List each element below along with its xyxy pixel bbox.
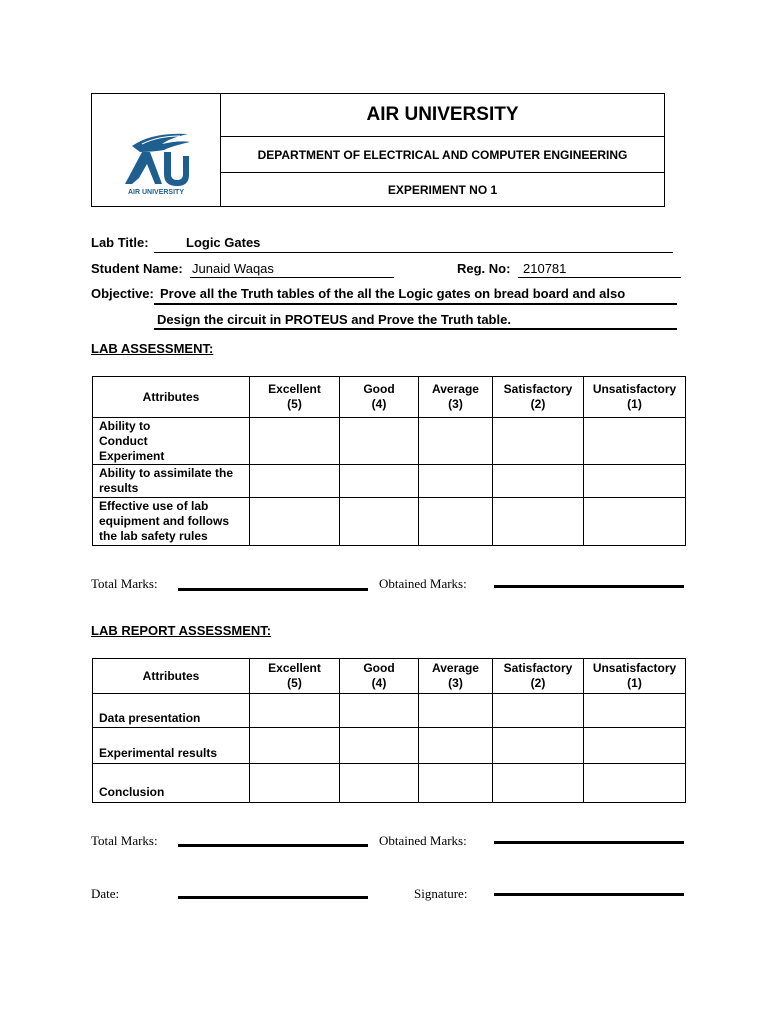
score-cell[interactable] xyxy=(250,498,340,546)
score-cell[interactable] xyxy=(493,694,584,728)
date-label: Date: xyxy=(91,886,120,901)
score-cell[interactable] xyxy=(584,728,686,764)
header-good: Good (4) xyxy=(340,377,419,418)
table-row xyxy=(93,498,686,546)
objective-line-1: Prove all the Truth tables of the all the Logic gates on bread board and also xyxy=(160,286,626,301)
header-box xyxy=(91,93,665,207)
reg-no-label: Reg. No: xyxy=(457,261,511,276)
total-marks-label: Total Marks: xyxy=(91,576,158,591)
attribute-cell: Conclusion xyxy=(93,764,250,803)
reg-no-underline xyxy=(518,277,681,278)
obtained-marks-label: Obtained Marks: xyxy=(379,576,467,591)
header-average: Average (3) xyxy=(419,377,493,418)
attribute-cell: Experimental results xyxy=(93,728,250,764)
attribute-cell: Ability to Conduct Experiment xyxy=(93,418,250,465)
score-cell[interactable] xyxy=(340,764,419,803)
date-line[interactable] xyxy=(178,896,368,899)
score-cell[interactable] xyxy=(340,418,419,465)
table-header-row xyxy=(93,659,686,694)
report-total-marks-line[interactable] xyxy=(178,844,368,847)
score-cell[interactable] xyxy=(419,465,493,498)
header-attributes: Attributes xyxy=(93,659,250,694)
department-title: DEPARTMENT OF ELECTRICAL AND COMPUTER ENGINEERING xyxy=(221,137,664,173)
attribute-cell: Ability to assimilate the results xyxy=(93,465,250,498)
logo-cell xyxy=(92,94,221,206)
table-header-row xyxy=(93,377,686,418)
score-cell[interactable] xyxy=(493,465,584,498)
lab-title-underline xyxy=(154,252,673,253)
objective-underline-2 xyxy=(154,328,677,330)
score-cell[interactable] xyxy=(584,764,686,803)
signature-line[interactable] xyxy=(494,893,684,896)
header-good: Good (4) xyxy=(340,659,419,694)
attribute-cell: Effective use of lab equipment and follows the lab safety rules xyxy=(93,498,250,546)
objective-label: Objective: xyxy=(91,286,154,301)
score-cell[interactable] xyxy=(493,498,584,546)
score-cell[interactable] xyxy=(419,498,493,546)
header-satisfactory: Satisfactory (2) xyxy=(493,377,584,418)
table-row xyxy=(93,694,686,728)
score-cell[interactable] xyxy=(250,418,340,465)
score-cell[interactable] xyxy=(419,418,493,465)
score-cell[interactable] xyxy=(250,764,340,803)
header-satisfactory: Satisfactory (2) xyxy=(493,659,584,694)
score-cell[interactable] xyxy=(419,728,493,764)
student-name-label: Student Name: xyxy=(91,261,183,276)
objective-underline-1 xyxy=(154,303,677,305)
student-name-underline xyxy=(190,277,394,278)
objective-line-2: Design the circuit in PROTEUS and Prove the Truth table. xyxy=(157,312,511,327)
report-assessment-table xyxy=(92,658,686,803)
total-marks-line[interactable] xyxy=(178,588,368,591)
lab-assessment-table xyxy=(92,376,686,546)
experiment-number: EXPERIMENT NO 1 xyxy=(387,182,498,197)
header-excellent: Excellent (5) xyxy=(250,659,340,694)
score-cell[interactable] xyxy=(584,694,686,728)
header-unsatisfactory: Unsatisfactory (1) xyxy=(584,659,686,694)
table-row xyxy=(93,465,686,498)
score-cell[interactable] xyxy=(340,694,419,728)
reg-no-value: 210781 xyxy=(523,261,567,276)
header-unsatisfactory: Unsatisfactory (1) xyxy=(584,377,686,418)
score-cell[interactable] xyxy=(340,498,419,546)
score-cell[interactable] xyxy=(340,728,419,764)
score-cell[interactable] xyxy=(419,764,493,803)
university-title: AIR UNIVERSITY xyxy=(221,94,664,137)
score-cell[interactable] xyxy=(340,465,419,498)
score-cell[interactable] xyxy=(584,498,686,546)
report-total-marks-label: Total Marks: xyxy=(91,833,158,848)
report-obtained-marks-line[interactable] xyxy=(494,841,684,844)
lab-title-label: Lab Title: xyxy=(91,235,149,250)
lab-title-value: Logic Gates xyxy=(186,235,261,250)
table-row xyxy=(93,418,686,465)
score-cell[interactable] xyxy=(584,465,686,498)
score-cell[interactable] xyxy=(493,764,584,803)
header-excellent: Excellent (5) xyxy=(250,377,340,418)
score-cell[interactable] xyxy=(250,728,340,764)
report-assessment-heading: LAB REPORT ASSESSMENT: xyxy=(91,623,272,638)
logo-text: AIR UNIVERSITY xyxy=(127,189,185,196)
score-cell[interactable] xyxy=(584,418,686,465)
score-cell[interactable] xyxy=(419,694,493,728)
report-obtained-marks-label: Obtained Marks: xyxy=(379,833,467,848)
air-university-logo xyxy=(92,94,220,206)
header-average: Average (3) xyxy=(419,659,493,694)
table-row xyxy=(93,764,686,803)
obtained-marks-line[interactable] xyxy=(494,585,684,588)
score-cell[interactable] xyxy=(250,694,340,728)
score-cell[interactable] xyxy=(250,465,340,498)
score-cell[interactable] xyxy=(493,728,584,764)
signature-label: Signature: xyxy=(414,886,468,901)
score-cell[interactable] xyxy=(493,418,584,465)
student-name-value: Junaid Waqas xyxy=(192,261,274,276)
header-attributes: Attributes xyxy=(93,377,250,418)
attribute-cell: Data presentation xyxy=(93,694,250,728)
table-row xyxy=(93,728,686,764)
lab-assessment-heading: LAB ASSESSMENT: xyxy=(91,341,214,356)
